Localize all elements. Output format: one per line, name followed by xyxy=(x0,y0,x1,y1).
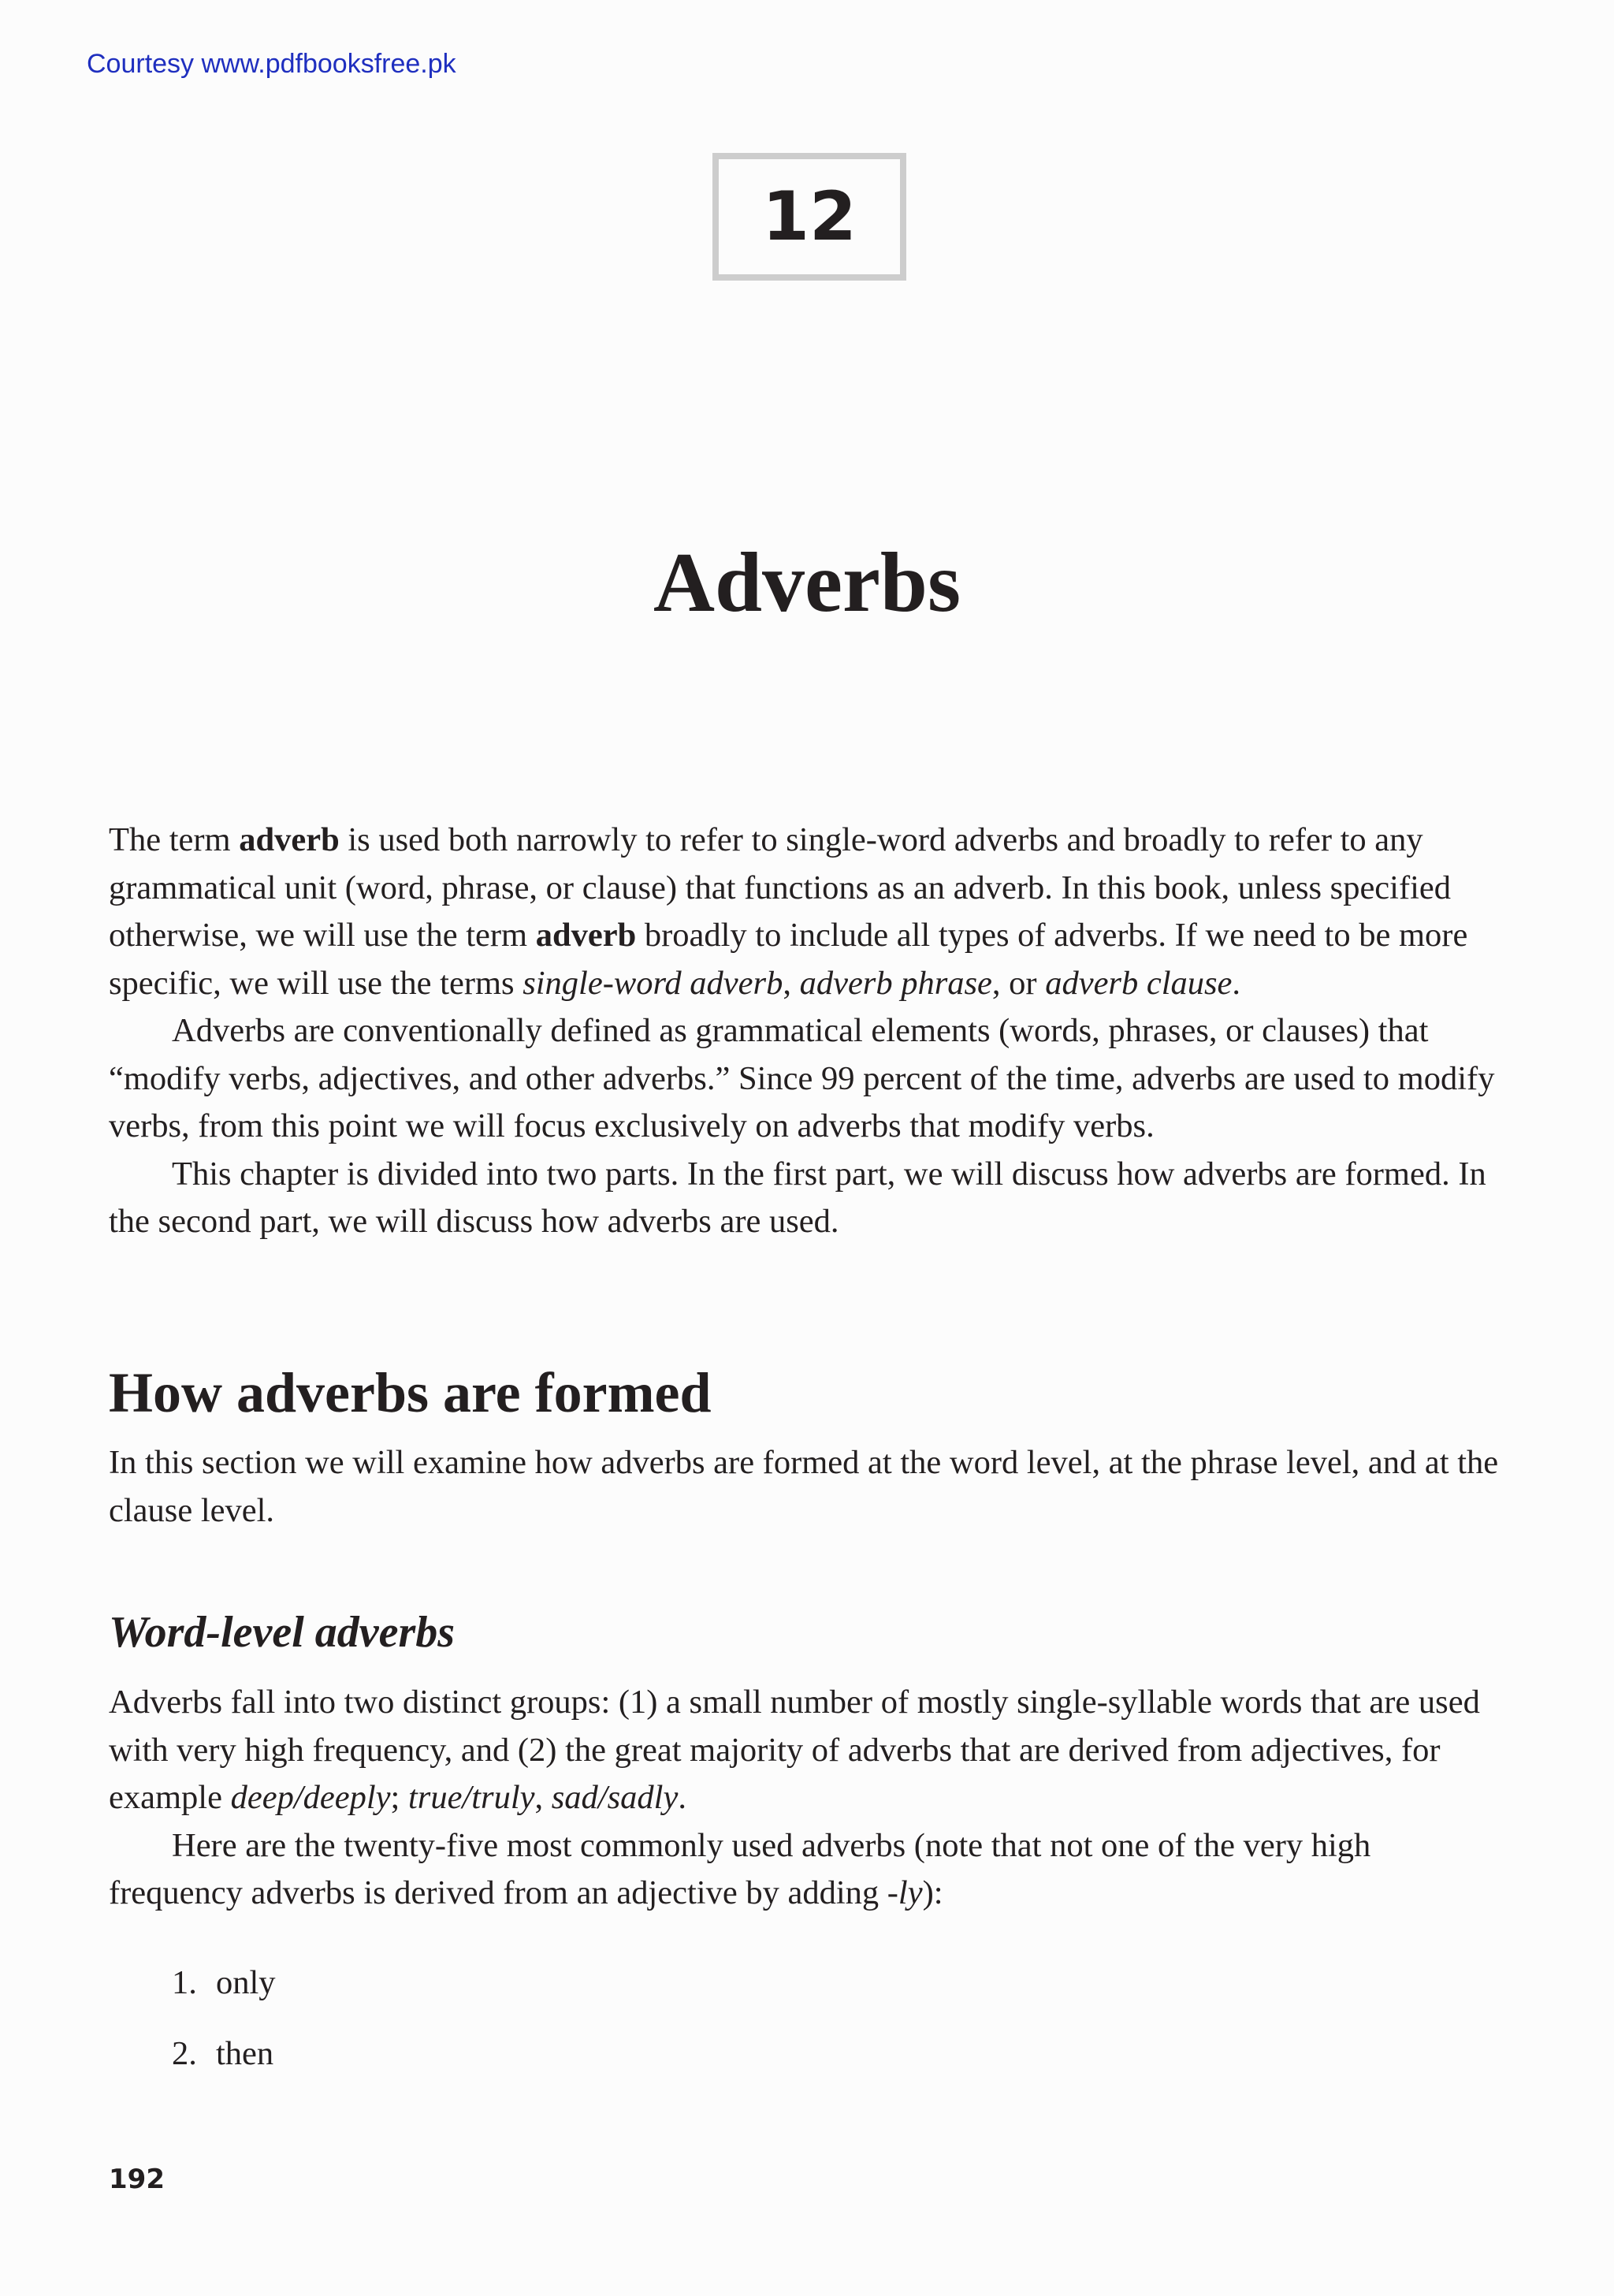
intro-section xyxy=(109,817,1505,1246)
chapter-number-box xyxy=(712,153,906,281)
example-sad-sadly: sad/sadly xyxy=(551,1779,679,1816)
page-number: 192 xyxy=(109,2164,165,2195)
subsection-heading: Word-level adverbs xyxy=(109,1608,456,1657)
text-run: . xyxy=(1232,964,1241,1002)
example-deep-deeply: deep/deeply xyxy=(230,1779,391,1816)
section-paragraph: In this section we will examine how adverbs are formed at the word level, at the phrase level, and at the clause level. xyxy=(109,1444,1499,1529)
text-run: , xyxy=(783,964,800,1002)
section-intro xyxy=(109,1439,1505,1535)
section-heading: How adverbs are formed xyxy=(109,1361,712,1424)
suffix-ly: ly xyxy=(898,1874,923,1911)
term-adverb: adverb xyxy=(535,917,637,954)
text-run: broadly to include all types of adverbs. If we need to be more specific, we will use the terms xyxy=(109,917,1468,1002)
text-run: , xyxy=(534,1779,552,1816)
text-run: ; xyxy=(390,1779,408,1816)
list-number: 2. xyxy=(172,2035,197,2072)
text-run: ): xyxy=(922,1874,943,1911)
subsection-paragraph-1 xyxy=(109,1679,1505,1822)
term-adverb: adverb xyxy=(239,821,340,858)
term-adverb-clause: adverb clause xyxy=(1045,964,1233,1002)
text-run: , or xyxy=(991,964,1046,1002)
list-word: then xyxy=(216,2035,274,2072)
text-run: Adverbs fall into two distinct groups: (1) a small number of mostly single-syllable words that are used with very high frequency, and (2) the great majority of adverbs that are derived from adjectives, for example xyxy=(109,1684,1480,1816)
text-run: . xyxy=(678,1779,686,1816)
courtesy-watermark: Courtesy www.pdfbooksfree.pk xyxy=(87,49,456,79)
term-adverb-phrase: adverb phrase xyxy=(799,964,992,1002)
list-word: only xyxy=(216,1964,276,2001)
intro-paragraph-2: Adverbs are conventionally defined as grammatical elements (words, phrases, or clauses) that “modify verbs, adjectives, and other adverbs.” Since 99 percent of the time, adverbs are used to modify verbs, from this point we will focus exclusively on adverbs that modify verbs. xyxy=(109,1012,1495,1144)
chapter-title: Adverbs xyxy=(653,536,961,630)
example-true-truly: true/truly xyxy=(407,1779,535,1816)
list-item xyxy=(172,1959,276,2030)
subsection-body xyxy=(109,1679,1505,1918)
text-run: Here are the twenty-five most commonly used adverbs (note that not one of the very high frequency adverbs is derived from an adjective by adding - xyxy=(109,1826,1371,1911)
subsection-paragraph-2 xyxy=(109,1822,1505,1918)
text-run: is used both narrowly to refer to single-word adverbs and broadly to refer to any grammatical unit (word, phrase, or clause) that functions as an adverb. In this book, unless specified otherwise, we will use the term xyxy=(109,821,1452,954)
chapter-number: 12 xyxy=(762,177,857,256)
list-item xyxy=(172,2030,276,2101)
intro-paragraph-3: This chapter is divided into two parts. In the first part, we will discuss how adverbs are formed. In the second part, we will discuss how adverbs are used. xyxy=(109,1155,1486,1240)
text-run: The term xyxy=(109,821,240,858)
list-number: 1. xyxy=(172,1964,197,2001)
adverb-list xyxy=(172,1959,276,2101)
intro-paragraph-1 xyxy=(109,817,1505,1007)
term-single-word-adverb: single-word adverb xyxy=(523,964,783,1002)
